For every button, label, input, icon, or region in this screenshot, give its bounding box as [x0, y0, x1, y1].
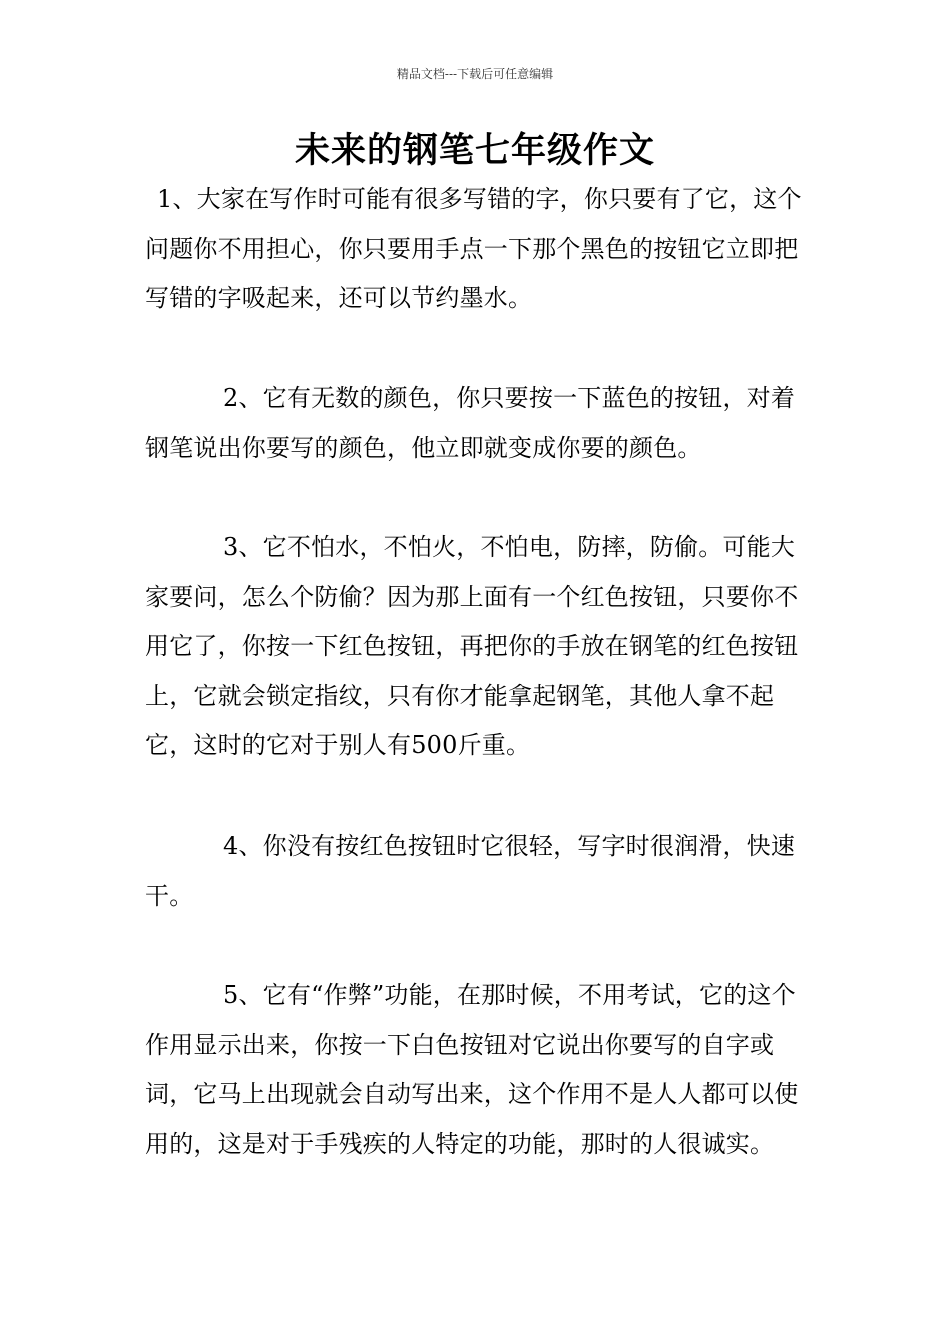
- paragraph-4: 4、你没有按红色按钮时它很轻，写字时很润滑，快速干。: [145, 832, 796, 910]
- paragraph-3: 3、它不怕水，不怕火，不怕电，防摔，防偷。可能大家要问，怎么个防偷？因为那上面有一个红色按钮，只要你不用它了，你按一下红色按钮，再把你的手放在钢笔的红色按钮上，它就会锁定指纹，只有你才能拿起钢笔，其他人拿不起它，这时的它对于别人有500斤重。: [145, 533, 799, 759]
- paragraph-2: 2、它有无数的颜色，你只要按一下蓝色的按钮，对着钢笔说出你要写的颜色，他立即就变成你要的颜色。: [145, 384, 796, 462]
- paragraph-1: 1、大家在写作时可能有很多写错的字，你只要有了它，这个问题你不用担心，你只要用手点一下那个黑色的按钮它立即把写错的字吸起来，还可以节约墨水。: [145, 185, 802, 312]
- page-title: 未来的钢笔七年级作文: [294, 131, 655, 171]
- header-note: 精品文档---下载后可任意编辑: [396, 67, 554, 81]
- paragraph-5: 5、它有“作弊”功能，在那时候，不用考试，它的这个作用显示出来，你按一下白色按钮对它说出你要写的自字或词，它马上出现就会自动写出来，这个作用不是人人都可以使用的，这是对于手残疾的人特定的功能，那时的人很诚实。: [145, 981, 799, 1158]
